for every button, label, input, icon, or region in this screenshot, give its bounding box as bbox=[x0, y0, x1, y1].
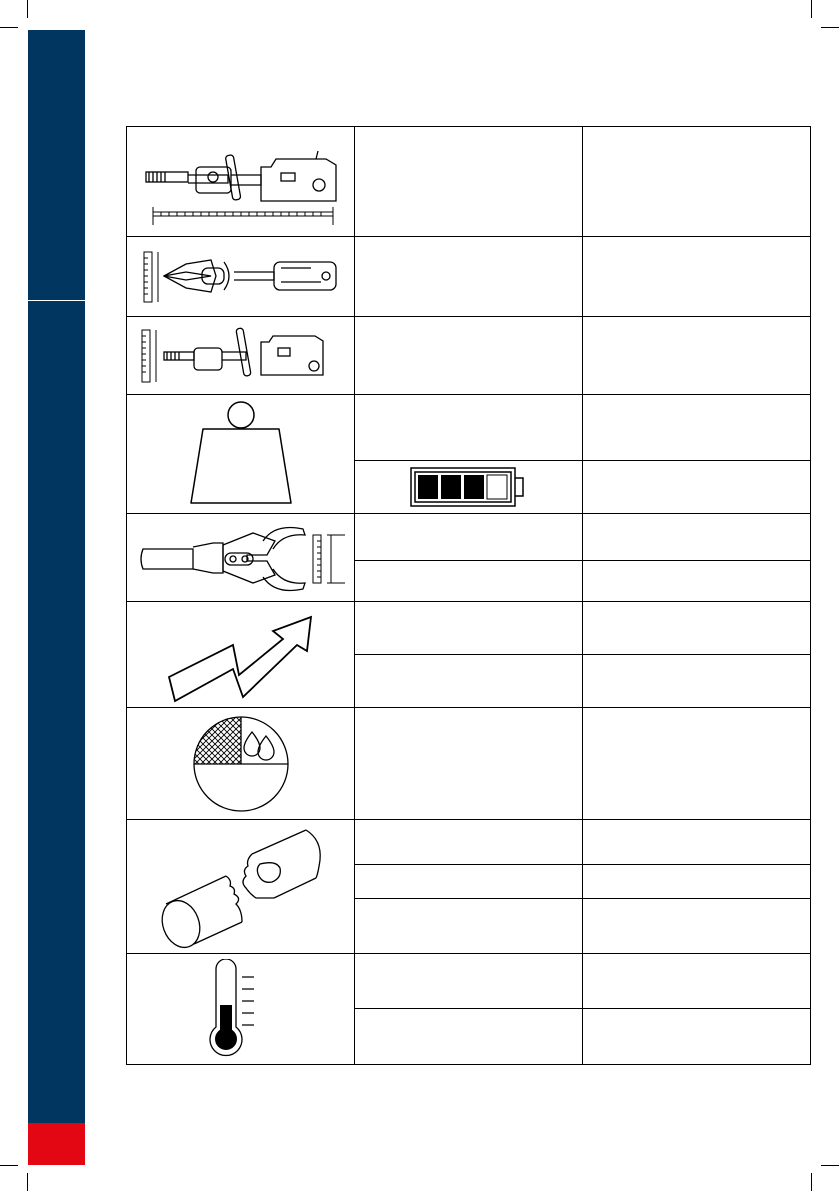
spec-label bbox=[355, 317, 583, 395]
crop-mark bbox=[811, 1173, 812, 1191]
crop-mark bbox=[27, 1173, 28, 1191]
icon-cell bbox=[127, 708, 355, 820]
table-row bbox=[127, 317, 811, 395]
spec-value bbox=[583, 1009, 811, 1065]
spec-value bbox=[583, 865, 811, 899]
force-arrow-icon bbox=[161, 607, 321, 703]
spec-value bbox=[583, 317, 811, 395]
table-row bbox=[127, 820, 811, 865]
table-row bbox=[127, 395, 811, 461]
sidebar-band bbox=[28, 30, 85, 1165]
battery-cell bbox=[355, 461, 583, 514]
spec-label bbox=[355, 237, 583, 317]
tool-length-icon bbox=[141, 137, 341, 227]
spec-label bbox=[355, 127, 583, 237]
spec-value bbox=[583, 655, 811, 708]
tool-height-icon bbox=[136, 322, 346, 390]
crop-mark bbox=[0, 27, 18, 28]
icon-cell bbox=[127, 954, 355, 1065]
spec-label bbox=[355, 865, 583, 899]
spec-value bbox=[583, 461, 811, 514]
spec-value bbox=[583, 127, 811, 237]
table-row bbox=[127, 514, 811, 561]
spec-label bbox=[355, 954, 583, 1009]
icon-cell bbox=[127, 395, 355, 514]
spec-value bbox=[583, 395, 811, 461]
crop-mark bbox=[27, 0, 28, 18]
ip-rating-icon bbox=[191, 714, 291, 814]
spec-label bbox=[355, 820, 583, 865]
weight-icon bbox=[181, 399, 301, 509]
spec-label bbox=[355, 602, 583, 655]
table-row bbox=[127, 708, 811, 820]
crop-mark bbox=[821, 27, 839, 28]
sidebar-divider bbox=[28, 300, 85, 301]
crop-mark bbox=[811, 0, 812, 18]
crop-mark bbox=[821, 1165, 839, 1166]
spec-value bbox=[583, 820, 811, 865]
cutting-capacity-icon bbox=[156, 824, 326, 950]
spec-label bbox=[355, 514, 583, 561]
spec-value bbox=[583, 237, 811, 317]
spec-value bbox=[583, 602, 811, 655]
table-row bbox=[127, 954, 811, 1009]
icon-cell bbox=[127, 514, 355, 602]
icon-cell bbox=[127, 237, 355, 317]
spec-label bbox=[355, 1009, 583, 1065]
spec-value bbox=[583, 954, 811, 1009]
spec-label bbox=[355, 655, 583, 708]
temperature-icon bbox=[206, 959, 276, 1059]
spec-value bbox=[583, 514, 811, 561]
sidebar-marker bbox=[28, 1123, 85, 1165]
spec-table bbox=[126, 126, 811, 1065]
battery-icon bbox=[407, 464, 531, 510]
jaw-opening-icon bbox=[133, 519, 348, 597]
spec-value bbox=[583, 708, 811, 820]
tool-width-icon bbox=[136, 242, 346, 312]
table-row bbox=[127, 237, 811, 317]
spec-value bbox=[583, 899, 811, 954]
icon-cell bbox=[127, 820, 355, 954]
icon-cell bbox=[127, 127, 355, 237]
crop-mark bbox=[0, 1165, 18, 1166]
spec-label bbox=[355, 708, 583, 820]
table-row bbox=[127, 127, 811, 237]
spec-value bbox=[583, 561, 811, 602]
table-row bbox=[127, 602, 811, 655]
icon-cell bbox=[127, 602, 355, 708]
icon-cell bbox=[127, 317, 355, 395]
spec-label bbox=[355, 899, 583, 954]
spec-label bbox=[355, 561, 583, 602]
spec-label bbox=[355, 395, 583, 461]
